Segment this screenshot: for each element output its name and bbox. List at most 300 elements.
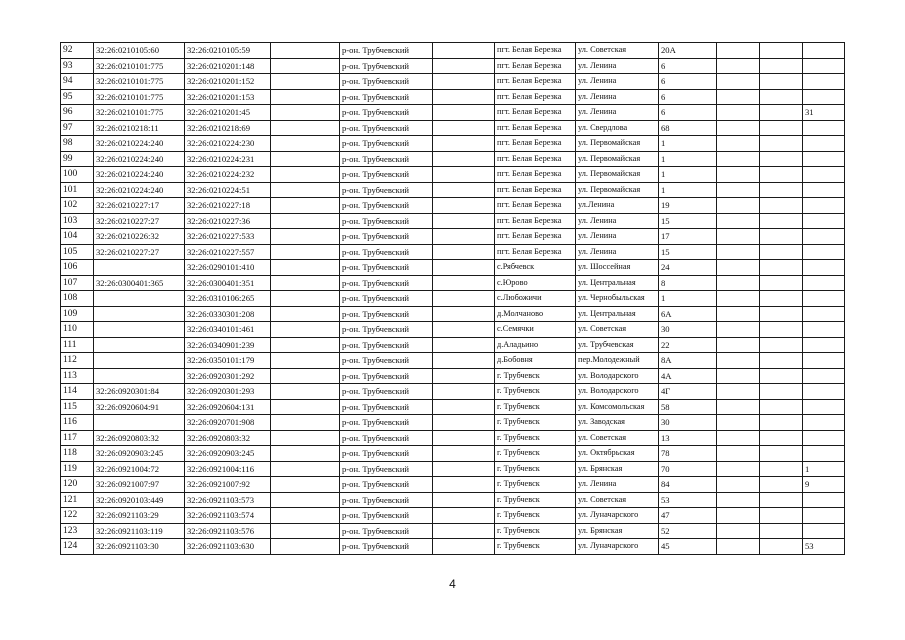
house-number-cell: 8А	[659, 353, 717, 369]
empty-cell	[271, 523, 340, 539]
street-cell: ул. Центральная	[576, 306, 659, 322]
apartment-number-cell	[803, 244, 845, 260]
cadastral-number-cell: 32:26:0920604:131	[185, 399, 271, 415]
district-cell: р-он. Трубчевский	[340, 151, 433, 167]
district-cell: р-он. Трубчевский	[340, 306, 433, 322]
row-number-cell: 97	[61, 120, 94, 136]
row-number-cell: 99	[61, 151, 94, 167]
settlement-cell: пгт. Белая Березка	[495, 213, 576, 229]
empty-cell	[433, 353, 495, 369]
settlement-cell: пгт. Белая Березка	[495, 58, 576, 74]
table-row	[61, 198, 845, 214]
apartment-number-cell	[803, 167, 845, 183]
old-cadastral-number-cell: 32:26:0210218:11	[94, 120, 185, 136]
old-cadastral-number-cell	[94, 337, 185, 353]
apartment-number-cell	[803, 136, 845, 152]
apartment-number-cell	[803, 43, 845, 59]
settlement-cell: пгт. Белая Березка	[495, 167, 576, 183]
empty-cell	[717, 151, 760, 167]
house-number-cell: 1	[659, 182, 717, 198]
row-number-cell: 118	[61, 446, 94, 462]
empty-cell	[760, 229, 803, 245]
apartment-number-cell	[803, 213, 845, 229]
empty-cell	[271, 105, 340, 121]
empty-cell	[271, 244, 340, 260]
apartment-number-cell	[803, 430, 845, 446]
old-cadastral-number-cell: 32:26:0210224:240	[94, 151, 185, 167]
cadastral-number-cell: 32:26:0210227:557	[185, 244, 271, 260]
cadastral-number-cell: 32:26:0210224:51	[185, 182, 271, 198]
empty-cell	[760, 151, 803, 167]
empty-cell	[271, 337, 340, 353]
street-cell: ул. Советская	[576, 43, 659, 59]
empty-cell	[271, 275, 340, 291]
empty-cell	[433, 291, 495, 307]
empty-cell	[760, 260, 803, 276]
table-row	[61, 89, 845, 105]
apartment-number-cell	[803, 337, 845, 353]
district-cell: р-он. Трубчевский	[340, 120, 433, 136]
cadastral-number-cell: 32:26:0290101:410	[185, 260, 271, 276]
row-number-cell: 100	[61, 167, 94, 183]
empty-cell	[271, 492, 340, 508]
old-cadastral-number-cell: 32:26:0921103:119	[94, 523, 185, 539]
apartment-number-cell	[803, 306, 845, 322]
apartment-number-cell	[803, 229, 845, 245]
district-cell: р-он. Трубчевский	[340, 539, 433, 555]
old-cadastral-number-cell: 32:26:0210227:17	[94, 198, 185, 214]
table-row	[61, 74, 845, 90]
house-number-cell: 58	[659, 399, 717, 415]
cadastral-number-cell: 32:26:0210224:232	[185, 167, 271, 183]
apartment-number-cell	[803, 74, 845, 90]
empty-cell	[717, 368, 760, 384]
empty-cell	[760, 446, 803, 462]
empty-cell	[717, 337, 760, 353]
settlement-cell: пгт. Белая Березка	[495, 198, 576, 214]
district-cell: р-он. Трубчевский	[340, 415, 433, 431]
table-row	[61, 492, 845, 508]
street-cell: ул. Ленина	[576, 244, 659, 260]
old-cadastral-number-cell: 32:26:0210227:27	[94, 213, 185, 229]
house-number-cell: 6	[659, 89, 717, 105]
district-cell: р-он. Трубчевский	[340, 368, 433, 384]
empty-cell	[717, 89, 760, 105]
row-number-cell: 124	[61, 539, 94, 555]
empty-cell	[271, 446, 340, 462]
empty-cell	[717, 477, 760, 493]
settlement-cell: г. Трубчевск	[495, 399, 576, 415]
empty-cell	[433, 151, 495, 167]
apartment-number-cell	[803, 446, 845, 462]
empty-cell	[717, 291, 760, 307]
empty-cell	[433, 368, 495, 384]
empty-cell	[433, 508, 495, 524]
street-cell: ул. Брянская	[576, 523, 659, 539]
settlement-cell: г. Трубчевск	[495, 461, 576, 477]
empty-cell	[760, 43, 803, 59]
settlement-cell: г. Трубчевск	[495, 539, 576, 555]
house-number-cell: 45	[659, 539, 717, 555]
district-cell: р-он. Трубчевский	[340, 105, 433, 121]
empty-cell	[760, 430, 803, 446]
empty-cell	[760, 384, 803, 400]
district-cell: р-он. Трубчевский	[340, 275, 433, 291]
empty-cell	[433, 136, 495, 152]
row-number-cell: 119	[61, 461, 94, 477]
empty-cell	[433, 167, 495, 183]
empty-cell	[760, 275, 803, 291]
settlement-cell: пгт. Белая Березка	[495, 74, 576, 90]
old-cadastral-number-cell	[94, 368, 185, 384]
settlement-cell: пгт. Белая Березка	[495, 105, 576, 121]
cadastral-number-cell: 32:26:0210227:18	[185, 198, 271, 214]
empty-cell	[717, 508, 760, 524]
empty-cell	[717, 415, 760, 431]
empty-cell	[760, 492, 803, 508]
apartment-number-cell	[803, 89, 845, 105]
cadastral-number-cell: 32:26:0921103:576	[185, 523, 271, 539]
old-cadastral-number-cell: 32:26:0210224:240	[94, 182, 185, 198]
empty-cell	[271, 430, 340, 446]
street-cell: ул. Ленина	[576, 477, 659, 493]
house-number-cell: 4Г	[659, 384, 717, 400]
empty-cell	[433, 244, 495, 260]
empty-cell	[717, 244, 760, 260]
row-number-cell: 109	[61, 306, 94, 322]
empty-cell	[271, 151, 340, 167]
empty-cell	[433, 399, 495, 415]
street-cell: ул. Октябрьская	[576, 446, 659, 462]
table-row	[61, 384, 845, 400]
table-row	[61, 306, 845, 322]
cadastral-number-cell: 32:26:0210201:45	[185, 105, 271, 121]
street-cell: ул. Советская	[576, 430, 659, 446]
apartment-number-cell	[803, 151, 845, 167]
empty-cell	[271, 89, 340, 105]
row-number-cell: 98	[61, 136, 94, 152]
street-cell: ул. Первомайская	[576, 136, 659, 152]
street-cell: ул. Ленина	[576, 89, 659, 105]
row-number-cell: 111	[61, 337, 94, 353]
apartment-number-cell: 9	[803, 477, 845, 493]
district-cell: р-он. Трубчевский	[340, 74, 433, 90]
empty-cell	[717, 198, 760, 214]
row-number-cell: 114	[61, 384, 94, 400]
district-cell: р-он. Трубчевский	[340, 136, 433, 152]
old-cadastral-number-cell: 32:26:0210105:60	[94, 43, 185, 59]
row-number-cell: 108	[61, 291, 94, 307]
street-cell: ул. Володарского	[576, 384, 659, 400]
row-number-cell: 106	[61, 260, 94, 276]
row-number-cell: 92	[61, 43, 94, 59]
street-cell: ул. Советская	[576, 322, 659, 338]
cadastral-number-cell: 32:26:0310106:265	[185, 291, 271, 307]
cadastral-number-cell: 32:26:0210224:230	[185, 136, 271, 152]
settlement-cell: г. Трубчевск	[495, 508, 576, 524]
empty-cell	[433, 275, 495, 291]
table-row	[61, 368, 845, 384]
settlement-cell: пгт. Белая Березка	[495, 151, 576, 167]
table-row	[61, 167, 845, 183]
cadastral-number-cell: 32:26:0920301:293	[185, 384, 271, 400]
street-cell: ул. Комсомольская	[576, 399, 659, 415]
empty-cell	[271, 167, 340, 183]
old-cadastral-number-cell: 32:26:0210101:775	[94, 58, 185, 74]
apartment-number-cell	[803, 399, 845, 415]
district-cell: р-он. Трубчевский	[340, 492, 433, 508]
old-cadastral-number-cell: 32:26:0921007:97	[94, 477, 185, 493]
empty-cell	[271, 477, 340, 493]
row-number-cell: 123	[61, 523, 94, 539]
district-cell: р-он. Трубчевский	[340, 384, 433, 400]
row-number-cell: 107	[61, 275, 94, 291]
district-cell: р-он. Трубчевский	[340, 43, 433, 59]
settlement-cell: с.Юрово	[495, 275, 576, 291]
empty-cell	[271, 182, 340, 198]
street-cell: ул. Чернобыльская	[576, 291, 659, 307]
empty-cell	[271, 322, 340, 338]
row-number-cell: 121	[61, 492, 94, 508]
settlement-cell: г. Трубчевск	[495, 384, 576, 400]
apartment-number-cell	[803, 182, 845, 198]
old-cadastral-number-cell: 32:26:0210101:775	[94, 89, 185, 105]
empty-cell	[271, 415, 340, 431]
settlement-cell: г. Трубчевск	[495, 523, 576, 539]
row-number-cell: 117	[61, 430, 94, 446]
settlement-cell: д.Аладьино	[495, 337, 576, 353]
row-number-cell: 102	[61, 198, 94, 214]
district-cell: р-он. Трубчевский	[340, 446, 433, 462]
house-number-cell: 6	[659, 58, 717, 74]
cadastral-number-cell: 32:26:0340101:461	[185, 322, 271, 338]
house-number-cell: 6А	[659, 306, 717, 322]
empty-cell	[760, 368, 803, 384]
district-cell: р-он. Трубчевский	[340, 523, 433, 539]
house-number-cell: 30	[659, 322, 717, 338]
old-cadastral-number-cell: 32:26:0921004:72	[94, 461, 185, 477]
district-cell: р-он. Трубчевский	[340, 167, 433, 183]
empty-cell	[760, 337, 803, 353]
empty-cell	[717, 213, 760, 229]
empty-cell	[760, 167, 803, 183]
settlement-cell: пгт. Белая Березка	[495, 244, 576, 260]
old-cadastral-number-cell	[94, 415, 185, 431]
empty-cell	[760, 306, 803, 322]
cadastral-number-cell: 32:26:0920903:245	[185, 446, 271, 462]
empty-cell	[760, 105, 803, 121]
table-row	[61, 105, 845, 121]
table-row	[61, 461, 845, 477]
empty-cell	[760, 353, 803, 369]
empty-cell	[717, 229, 760, 245]
empty-cell	[433, 477, 495, 493]
empty-cell	[433, 105, 495, 121]
old-cadastral-number-cell: 32:26:0921103:30	[94, 539, 185, 555]
empty-cell	[433, 120, 495, 136]
house-number-cell: 84	[659, 477, 717, 493]
empty-cell	[433, 322, 495, 338]
district-cell: р-он. Трубчевский	[340, 229, 433, 245]
empty-cell	[433, 89, 495, 105]
table-row	[61, 244, 845, 260]
empty-cell	[760, 244, 803, 260]
old-cadastral-number-cell: 32:26:0210224:240	[94, 167, 185, 183]
row-number-cell: 120	[61, 477, 94, 493]
house-number-cell: 4А	[659, 368, 717, 384]
house-number-cell: 30	[659, 415, 717, 431]
empty-cell	[760, 74, 803, 90]
empty-cell	[760, 120, 803, 136]
settlement-cell: г. Трубчевск	[495, 430, 576, 446]
house-number-cell: 1	[659, 151, 717, 167]
table-row	[61, 260, 845, 276]
row-number-cell: 94	[61, 74, 94, 90]
settlement-cell: г. Трубчевск	[495, 492, 576, 508]
street-cell: ул.Ленина	[576, 198, 659, 214]
settlement-cell: г. Трубчевск	[495, 368, 576, 384]
empty-cell	[271, 353, 340, 369]
house-number-cell: 20А	[659, 43, 717, 59]
apartment-number-cell	[803, 384, 845, 400]
empty-cell	[271, 539, 340, 555]
empty-cell	[271, 198, 340, 214]
table-row	[61, 229, 845, 245]
empty-cell	[433, 461, 495, 477]
empty-cell	[760, 291, 803, 307]
apartment-number-cell	[803, 58, 845, 74]
cadastral-number-cell: 32:26:0300401:351	[185, 275, 271, 291]
cadastral-number-cell: 32:26:0210227:36	[185, 213, 271, 229]
empty-cell	[433, 446, 495, 462]
empty-cell	[760, 322, 803, 338]
old-cadastral-number-cell: 32:26:0920103:449	[94, 492, 185, 508]
empty-cell	[433, 229, 495, 245]
empty-cell	[433, 182, 495, 198]
house-number-cell: 52	[659, 523, 717, 539]
table-row	[61, 43, 845, 59]
house-number-cell: 1	[659, 167, 717, 183]
empty-cell	[271, 136, 340, 152]
empty-cell	[433, 337, 495, 353]
table-row	[61, 182, 845, 198]
empty-cell	[717, 306, 760, 322]
district-cell: р-он. Трубчевский	[340, 353, 433, 369]
empty-cell	[271, 74, 340, 90]
street-cell: ул. Брянская	[576, 461, 659, 477]
apartment-number-cell	[803, 508, 845, 524]
empty-cell	[271, 399, 340, 415]
empty-cell	[271, 306, 340, 322]
empty-cell	[760, 136, 803, 152]
empty-cell	[760, 182, 803, 198]
house-number-cell: 68	[659, 120, 717, 136]
empty-cell	[760, 523, 803, 539]
empty-cell	[433, 415, 495, 431]
house-number-cell: 6	[659, 105, 717, 121]
house-number-cell: 6	[659, 74, 717, 90]
empty-cell	[271, 384, 340, 400]
table-row	[61, 136, 845, 152]
cadastral-number-cell: 32:26:0921103:574	[185, 508, 271, 524]
row-number-cell: 103	[61, 213, 94, 229]
cadastral-number-cell: 32:26:0921004:116	[185, 461, 271, 477]
table-row	[61, 399, 845, 415]
empty-cell	[717, 461, 760, 477]
old-cadastral-number-cell	[94, 353, 185, 369]
district-cell: р-он. Трубчевский	[340, 508, 433, 524]
settlement-cell: пгт. Белая Березка	[495, 182, 576, 198]
house-number-cell: 70	[659, 461, 717, 477]
street-cell: ул. Заводская	[576, 415, 659, 431]
house-number-cell: 15	[659, 213, 717, 229]
cadastral-number-cell: 32:26:0920701:908	[185, 415, 271, 431]
empty-cell	[760, 461, 803, 477]
street-cell: ул. Ленина	[576, 213, 659, 229]
settlement-cell: пгт. Белая Березка	[495, 43, 576, 59]
street-cell: ул. Ленина	[576, 229, 659, 245]
apartment-number-cell	[803, 523, 845, 539]
settlement-cell: с.Рябчевск	[495, 260, 576, 276]
house-number-cell: 24	[659, 260, 717, 276]
row-number-cell: 112	[61, 353, 94, 369]
old-cadastral-number-cell	[94, 306, 185, 322]
district-cell: р-он. Трубчевский	[340, 399, 433, 415]
empty-cell	[717, 105, 760, 121]
district-cell: р-он. Трубчевский	[340, 430, 433, 446]
empty-cell	[717, 322, 760, 338]
row-number-cell: 104	[61, 229, 94, 245]
settlement-cell: пгт. Белая Березка	[495, 120, 576, 136]
house-number-cell: 8	[659, 275, 717, 291]
row-number-cell: 96	[61, 105, 94, 121]
row-number-cell: 116	[61, 415, 94, 431]
empty-cell	[717, 43, 760, 59]
empty-cell	[271, 461, 340, 477]
cadastral-number-cell: 32:26:0921103:630	[185, 539, 271, 555]
district-cell: р-он. Трубчевский	[340, 291, 433, 307]
house-number-cell: 15	[659, 244, 717, 260]
street-cell: ул. Володарского	[576, 368, 659, 384]
district-cell: р-он. Трубчевский	[340, 461, 433, 477]
row-number-cell: 115	[61, 399, 94, 415]
old-cadastral-number-cell: 32:26:0920903:245	[94, 446, 185, 462]
settlement-cell: пгт. Белая Березка	[495, 89, 576, 105]
empty-cell	[433, 539, 495, 555]
row-number-cell: 95	[61, 89, 94, 105]
cadastral-number-cell: 32:26:0330301:208	[185, 306, 271, 322]
old-cadastral-number-cell: 32:26:0210224:240	[94, 136, 185, 152]
empty-cell	[433, 306, 495, 322]
empty-cell	[760, 213, 803, 229]
street-cell: ул. Свердлова	[576, 120, 659, 136]
house-number-cell: 22	[659, 337, 717, 353]
street-cell: ул. Ленина	[576, 74, 659, 90]
house-number-cell: 1	[659, 291, 717, 307]
empty-cell	[760, 508, 803, 524]
house-number-cell: 47	[659, 508, 717, 524]
empty-cell	[717, 260, 760, 276]
empty-cell	[717, 182, 760, 198]
old-cadastral-number-cell: 32:26:0210227:27	[94, 244, 185, 260]
house-number-cell: 53	[659, 492, 717, 508]
empty-cell	[760, 58, 803, 74]
settlement-cell: с.Любожичи	[495, 291, 576, 307]
cadastral-number-cell: 32:26:0350101:179	[185, 353, 271, 369]
empty-cell	[433, 198, 495, 214]
cadastral-number-cell: 32:26:0340901:239	[185, 337, 271, 353]
table-row	[61, 151, 845, 167]
